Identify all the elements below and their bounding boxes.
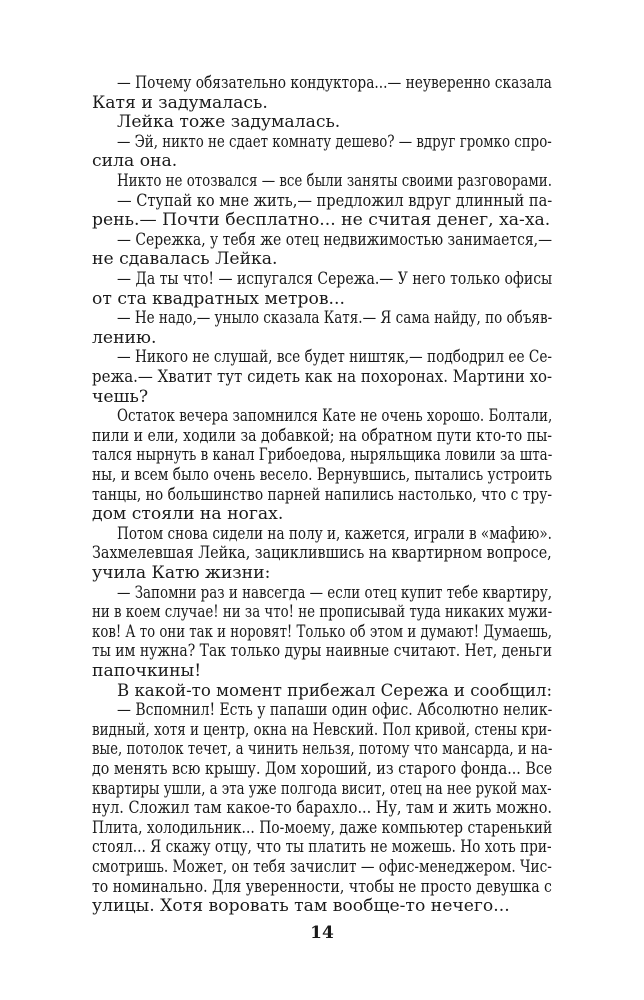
text-line: — Да ты что! — испугался Сережа.— У него только офисы	[117, 269, 553, 289]
text-line: нул. Сложил там какое-то барахло... Ну, там и жить можно.	[92, 798, 553, 819]
text-line: танцы, но большинство парней напились настолько, что с тру-	[92, 484, 553, 505]
text-line: режа.— Хватит тут сидеть как на похоронах. Мартини хо-	[92, 367, 553, 387]
text-line: стоял... Я скажу отцу, что ты платить не можешь. Но хоть при-	[92, 837, 552, 858]
text-line: ков! А то они так и норовят! Только об этом и думают! Думаешь,	[92, 621, 552, 642]
text-line: ни в коем случае! ни за что! не прописывай туда никаких мужи-	[92, 602, 553, 623]
text-line: Остаток вечера запомнился Кате не очень хорошо. Болтали,	[117, 406, 553, 427]
text-line: — Эй, никто не сдает комнату дешево? — вдруг громко спро-	[117, 131, 552, 152]
text-line: дом стояли на ногах.	[92, 504, 284, 525]
text-line: — Ступай ко мне жить,— предложил вдруг длинный па-	[117, 190, 553, 211]
text-line: — Вспомнил! Есть у папаши один офис. Абсолютно нелик-	[117, 700, 553, 721]
text-line: В какой-то момент прибежал Сережа и сообщил:	[117, 680, 553, 701]
text-line: — Никого не слушай, все будет ништяк,— подбодрил ее Се-	[117, 347, 553, 368]
text-line: то номинально. Для уверенности, чтобы не просто девушка с	[92, 876, 552, 897]
text-line: чешь?	[92, 386, 149, 407]
text-line: папочкины!	[92, 661, 202, 681]
text-line: Потом снова сидели на полу и, кажется, играли в «мафию».	[117, 523, 552, 544]
text-line: — Запомни раз и навсегда — если отец купит тебе квартиру,	[117, 582, 553, 603]
text-line: видный, хотя и центр, окна на Невский. Пол кривой, стены кри-	[92, 719, 552, 740]
text-line: ны, и всем было очень весело. Вернувшись, пытались устроить	[92, 465, 553, 485]
page-number: 14	[310, 923, 334, 943]
text-line: Захмелевшая Лейка, зациклившись на квартирном вопросе,	[92, 543, 552, 564]
text-line: сила она.	[92, 151, 178, 172]
text-line: ты им нужна? Так только дуры наивные считают. Нет, деньги	[92, 641, 552, 662]
text-line: смотришь. Может, он тебя зачислит — офис-менеджером. Чис-	[92, 857, 552, 877]
text-line: учила Катю жизни:	[92, 563, 271, 583]
text-line: пили и ели, ходили за добавкой; на обратном пути кто-то пы-	[92, 425, 553, 446]
text-line: улицы. Хотя воровать там вообще-то нечего...	[92, 896, 510, 917]
text-line: не сдавалась Лейка.	[92, 249, 278, 270]
text-line: Никто не отозвался — все были заняты своими разговорами.	[117, 171, 552, 191]
text-line: Плита, холодильник... По-моему, даже компьютер старенький	[92, 817, 553, 838]
text-line: квартиры ушли, а эта уже полгода висит, отец на нее рукой мах-	[92, 778, 552, 799]
text-line: вые, потолок течет, а чинить нельзя, потому что мансарда, и на-	[92, 739, 553, 760]
text-line: — Сережка, у тебя же отец недвижимостью занимается,—	[117, 229, 552, 250]
text-line: тался нырнуть в канал Грибоедова, ныряльщика ловили за шта-	[92, 445, 553, 466]
text-line: рень.— Почти бесплатно... не считая денег, ха-ха.	[92, 210, 551, 231]
text-line: Лейка тоже задумалась.	[117, 112, 341, 133]
text-line: — Не надо,— уныло сказала Катя.— Я сама найду, по объяв-	[117, 308, 553, 329]
text-line: лению.	[92, 327, 157, 348]
text-line: от ста квадратных метров...	[92, 288, 345, 309]
text-line: — Почему обязательно кондуктора...— неуверенно сказала	[117, 73, 552, 93]
text-line: Катя и задумалась.	[92, 92, 268, 113]
text-line: до менять всю крышу. Дом хороший, из старого фонда... Все	[92, 759, 553, 779]
